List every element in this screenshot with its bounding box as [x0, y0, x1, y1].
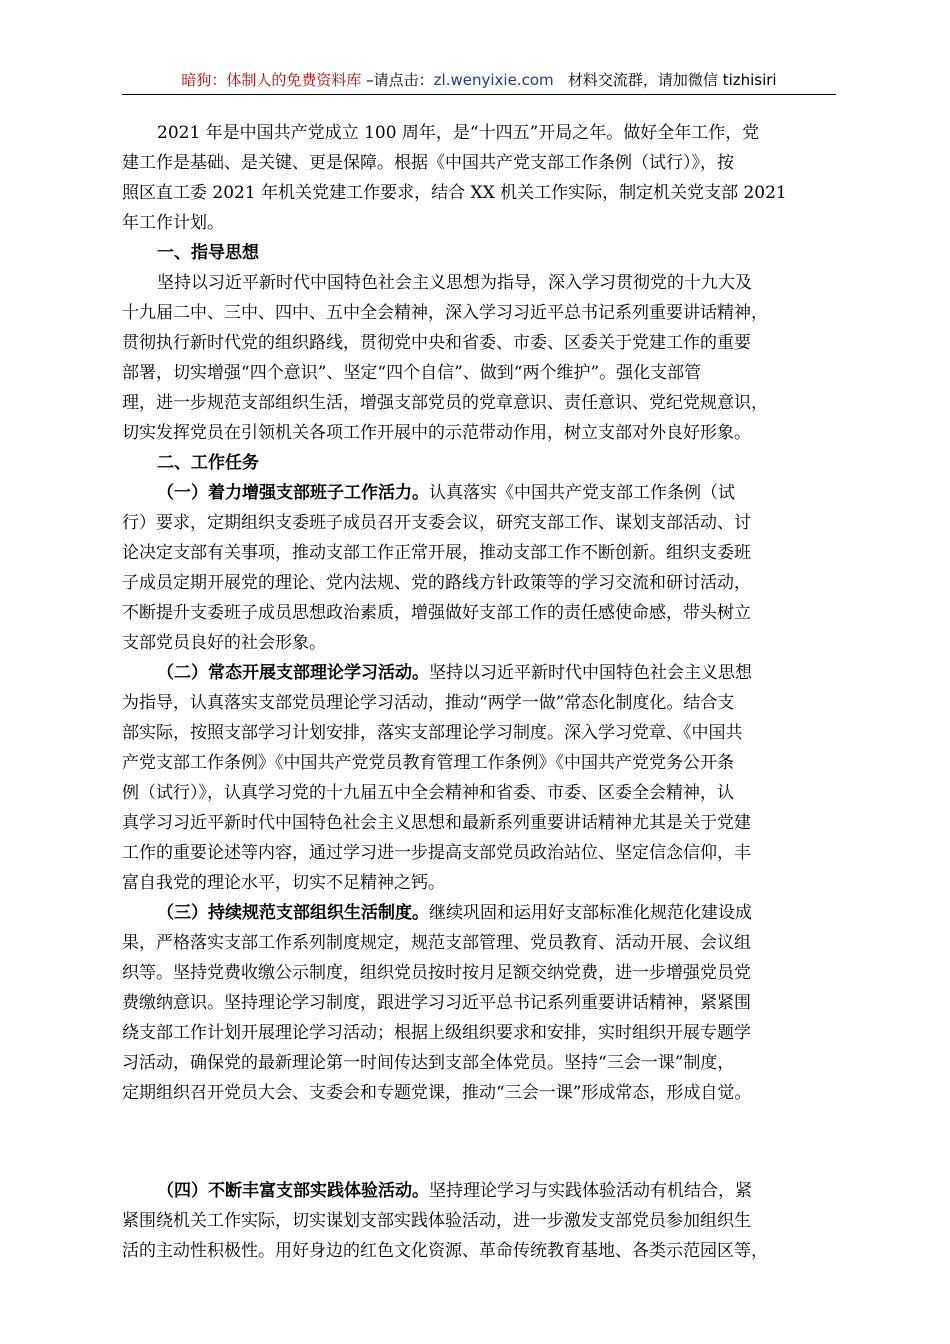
- paragraph-line: [122, 898, 850, 928]
- paragraph-line: 例（试行）》，认真学习党的十九届五中全会精神和省委、市委、区委全会精神，认: [122, 783, 734, 803]
- paragraph-line: 行）要求，定期组织支委班子成员召开支委会议，研究支部工作、谋划支部活动、讨: [122, 513, 751, 533]
- subsection-text: 继续巩固和运用好支部标准化规范化建设成: [429, 903, 752, 923]
- paragraph-line: 真学习习近平新时代中国特色社会主义思想和最新系列重要讲话精神尤其是关于党建: [122, 813, 751, 833]
- header-brand: 暗狗：体制人的免费资料库: [181, 71, 362, 89]
- paragraph-line: 紧围绕机关工作实际，切实谋划支部实践体验活动，进一步激发支部党员参加组织生: [122, 1211, 751, 1231]
- page-header: [122, 66, 836, 95]
- paragraph-line: 坚持以习近平新时代中国特色社会主义思想为指导，深入学习贯彻党的十九大及: [157, 273, 752, 293]
- paragraph-line: 部实际，按照支部学习计划安排，落实支部理论学习制度。深入学习党章、《中国共: [122, 723, 743, 743]
- paragraph-line: 不断提升支委班子成员思想政治素质，增强做好支部工作的责任感使命感，带头树立: [122, 603, 751, 623]
- subsection-title: （一）着力增强支部班子工作活力。: [157, 483, 429, 503]
- paragraph-line: 子成员定期开展党的理论、党内法规、党的路线方针政策等的学习交流和研讨活动，: [122, 573, 751, 593]
- paragraph-line: 十九届二中、三中、四中、五中全会精神，深入学习习近平总书记系列重要讲话精神，: [122, 303, 768, 323]
- paragraph-line: 贯彻执行新时代党的组织路线，贯彻党中央和省委、市委、区委关于党建工作的重要: [122, 333, 751, 353]
- subsection-text: 认真落实《中国共产党支部工作条例（试: [429, 483, 735, 503]
- header-contact: 材料交流群，请加微信 tizhisiri: [567, 71, 777, 89]
- paragraph-line: 织等。坚持党费收缴公示制度，组织党员按时按月足额交纳党费，进一步增强党员党: [122, 963, 751, 983]
- paragraph-line: 年工作计划。: [122, 213, 224, 233]
- document-body: [122, 118, 850, 1266]
- subsection-title: （四）不断丰富支部实践体验活动。: [157, 1181, 429, 1201]
- paragraph-line: 定期组织召开党员大会、支委会和专题党课，推动“三会一课”形成常态，形成自觉。: [122, 1083, 752, 1103]
- paragraph-line: 切实发挥党员在引领机关各项工作开展中的示范带动作用，树立支部对外良好形象。: [122, 423, 751, 443]
- paragraph-line: 部署，切实增强“四个意识”、坚定“四个自信”、做到“两个维护”。强化支部管: [122, 363, 702, 383]
- paragraph-line: [122, 1176, 850, 1206]
- paragraph-line: 2021 年是中国共产党成立 100 周年，是“十四五”开局之年。做好全年工作，党: [157, 123, 760, 143]
- paragraph-line: 费缴纳意识。坚持理论学习制度，跟进学习习近平总书记系列重要讲话精神，紧紧围: [122, 993, 751, 1013]
- paragraph-line: 果，严格落实支部工作系列制度规定，规范支部管理、党员教育、活动开展、会议组: [122, 933, 751, 953]
- paragraph-line: 活的主动性积极性。用好身边的红色文化资源、革命传统教育基地、各类示范园区等，: [122, 1241, 768, 1261]
- blank-gap: [122, 1108, 850, 1176]
- paragraph-line: 工作的重要论述等内容，通过学习进一步提高支部党员政治站位、坚定信念信仰，丰: [122, 843, 751, 863]
- subsection-title: （三）持续规范支部组织生活制度。: [157, 903, 429, 923]
- paragraph-line: 为指导，认真落实支部党员理论学习活动，推动“两学一做”常态化制度化。结合支: [122, 693, 735, 713]
- header-url-link[interactable]: zl.wenyixie.com: [433, 71, 554, 89]
- paragraph-line: 产党支部工作条例》《中国共产党党员教育管理工作条例》《中国共产党党务公开条: [122, 753, 734, 773]
- section-heading: 二、工作任务: [157, 453, 259, 473]
- paragraph-line: 绕支部工作计划开展理论学习活动；根据上级组织要求和安排，实时组织开展专题学: [122, 1023, 751, 1043]
- section-heading: 一、指导思想: [157, 243, 259, 263]
- paragraph-line: 建工作是基础、是关键、更是保障。根据《中国共产党支部工作条例（试行）》，按: [122, 153, 734, 173]
- paragraph-line: 支部党员良好的社会形象。: [122, 633, 326, 653]
- paragraph-line: [122, 478, 850, 508]
- paragraph-line: 理，进一步规范支部组织生活，增强支部党员的党章意识、责任意识、党纪党规意识，: [122, 393, 768, 413]
- subsection-title: （二）常态开展支部理论学习活动。: [157, 663, 429, 683]
- paragraph-line: [122, 658, 850, 688]
- paragraph-line: 论决定支部有关事项，推动支部工作正常开展，推动支部工作不断创新。组织支委班: [122, 543, 751, 563]
- paragraph-line: 习活动，确保党的最新理论第一时间传达到支部全体党员。坚持“三会一课”制度，: [122, 1053, 735, 1073]
- paragraph-line: 富自我党的理论水平，切实不足精神之钙。: [122, 873, 445, 893]
- paragraph-line: 照区直工委 2021 年机关党建工作要求，结合 XX 机关工作实际，制定机关党支部 2021: [122, 183, 787, 203]
- header-click-prompt: –请点击：: [361, 71, 434, 89]
- subsection-text: 坚持以习近平新时代中国特色社会主义思想: [429, 663, 752, 683]
- subsection-text: 坚持理论学习与实践体验活动有机结合，紧: [429, 1181, 752, 1201]
